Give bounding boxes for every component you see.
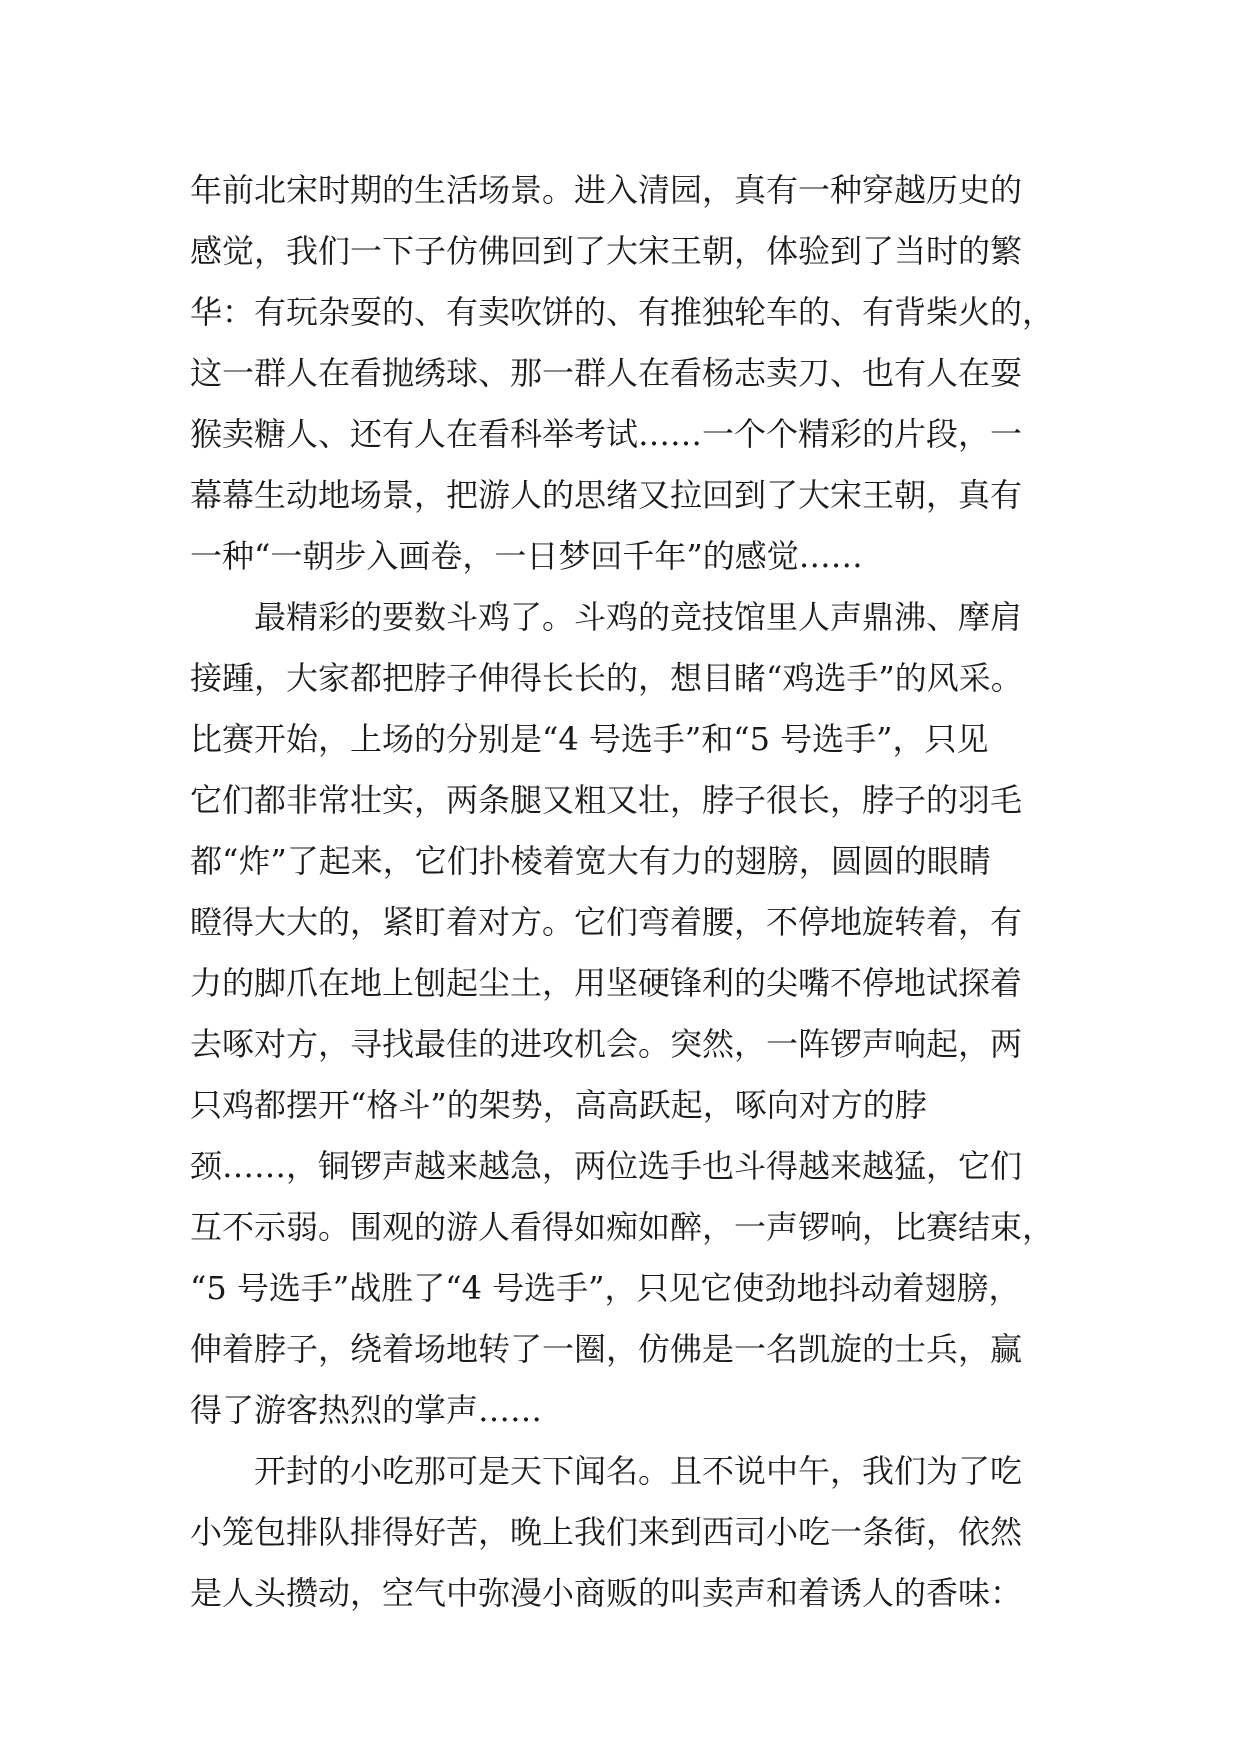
text-line: 比赛开始，上场的分别是“4 号选手”和“5 号选手”，只见 (190, 720, 989, 758)
text-line: 接踵，大家都把脖子伸得长长的，想目睹“鸡选手”的风采。 (190, 659, 1023, 697)
text-line: 华：有玩杂耍的、有卖吹饼的、有推独轮车的、有背柴火的， (190, 293, 1055, 331)
paragraph-1 (190, 160, 1070, 587)
text-line: 它们都非常壮实，两条腿又粗又壮，脖子很长，脖子的羽毛 (190, 781, 1023, 819)
text-line: 开封的小吃那可是天下闻名。且不说中午，我们为了吃 (190, 1452, 1023, 1490)
text-line: 猴卖糖人、还有人在看科举考试……一个个精彩的片段，一 (190, 415, 1023, 453)
text-line: 小笼包排队排得好苦，晚上我们来到西司小吃一条街，依然 (190, 1513, 1023, 1551)
text-line: 互不示弱。围观的游人看得如痴如醉，一声锣响，比赛结束， (190, 1208, 1055, 1246)
paragraph-3 (190, 1441, 1070, 1624)
text-line: 瞪得大大的，紧盯着对方。它们弯着腰，不停地旋转着，有 (190, 903, 1023, 941)
text-line: 年前北宋时期的生活场景。进入清园，真有一种穿越历史的 (190, 171, 1023, 209)
text-line: 只鸡都摆开“格斗”的架势，高高跃起，啄向对方的脖 (190, 1086, 927, 1124)
text-line: 最精彩的要数斗鸡了。斗鸡的竞技馆里人声鼎沸、摩肩 (190, 598, 1023, 636)
text-line: 是人头攒动，空气中弥漫小商贩的叫卖声和着诱人的香味： (190, 1574, 1023, 1612)
paragraph-2 (190, 587, 1070, 1441)
body-text (190, 160, 1070, 1624)
text-line: 一种“一朝步入画卷，一日梦回千年”的感觉…… (190, 537, 863, 575)
text-line: “5 号选手”战胜了“4 号选手”，只见它使劲地抖动着翅膀， (190, 1269, 1021, 1307)
text-line: 颈……，铜锣声越来越急，两位选手也斗得越来越猛，它们 (190, 1147, 1023, 1185)
text-line: 这一群人在看抛绣球、那一群人在看杨志卖刀、也有人在耍 (190, 354, 1023, 392)
text-line: 伸着脖子，绕着场地转了一圈，仿佛是一名凯旋的士兵，赢 (190, 1330, 1023, 1368)
text-line: 得了游客热烈的掌声…… (190, 1391, 543, 1429)
text-line: 都“炸”了起来，它们扑棱着宽大有力的翅膀，圆圆的眼睛 (190, 842, 991, 880)
text-line: 力的脚爪在地上刨起尘土，用坚硬锋利的尖嘴不停地试探着 (190, 964, 1023, 1002)
text-line: 感觉，我们一下子仿佛回到了大宋王朝，体验到了当时的繁 (190, 232, 1023, 270)
text-line: 去啄对方，寻找最佳的进攻机会。突然，一阵锣声响起，两 (190, 1025, 1023, 1063)
text-line: 幕幕生动地场景，把游人的思绪又拉回到了大宋王朝，真有 (190, 476, 1023, 514)
